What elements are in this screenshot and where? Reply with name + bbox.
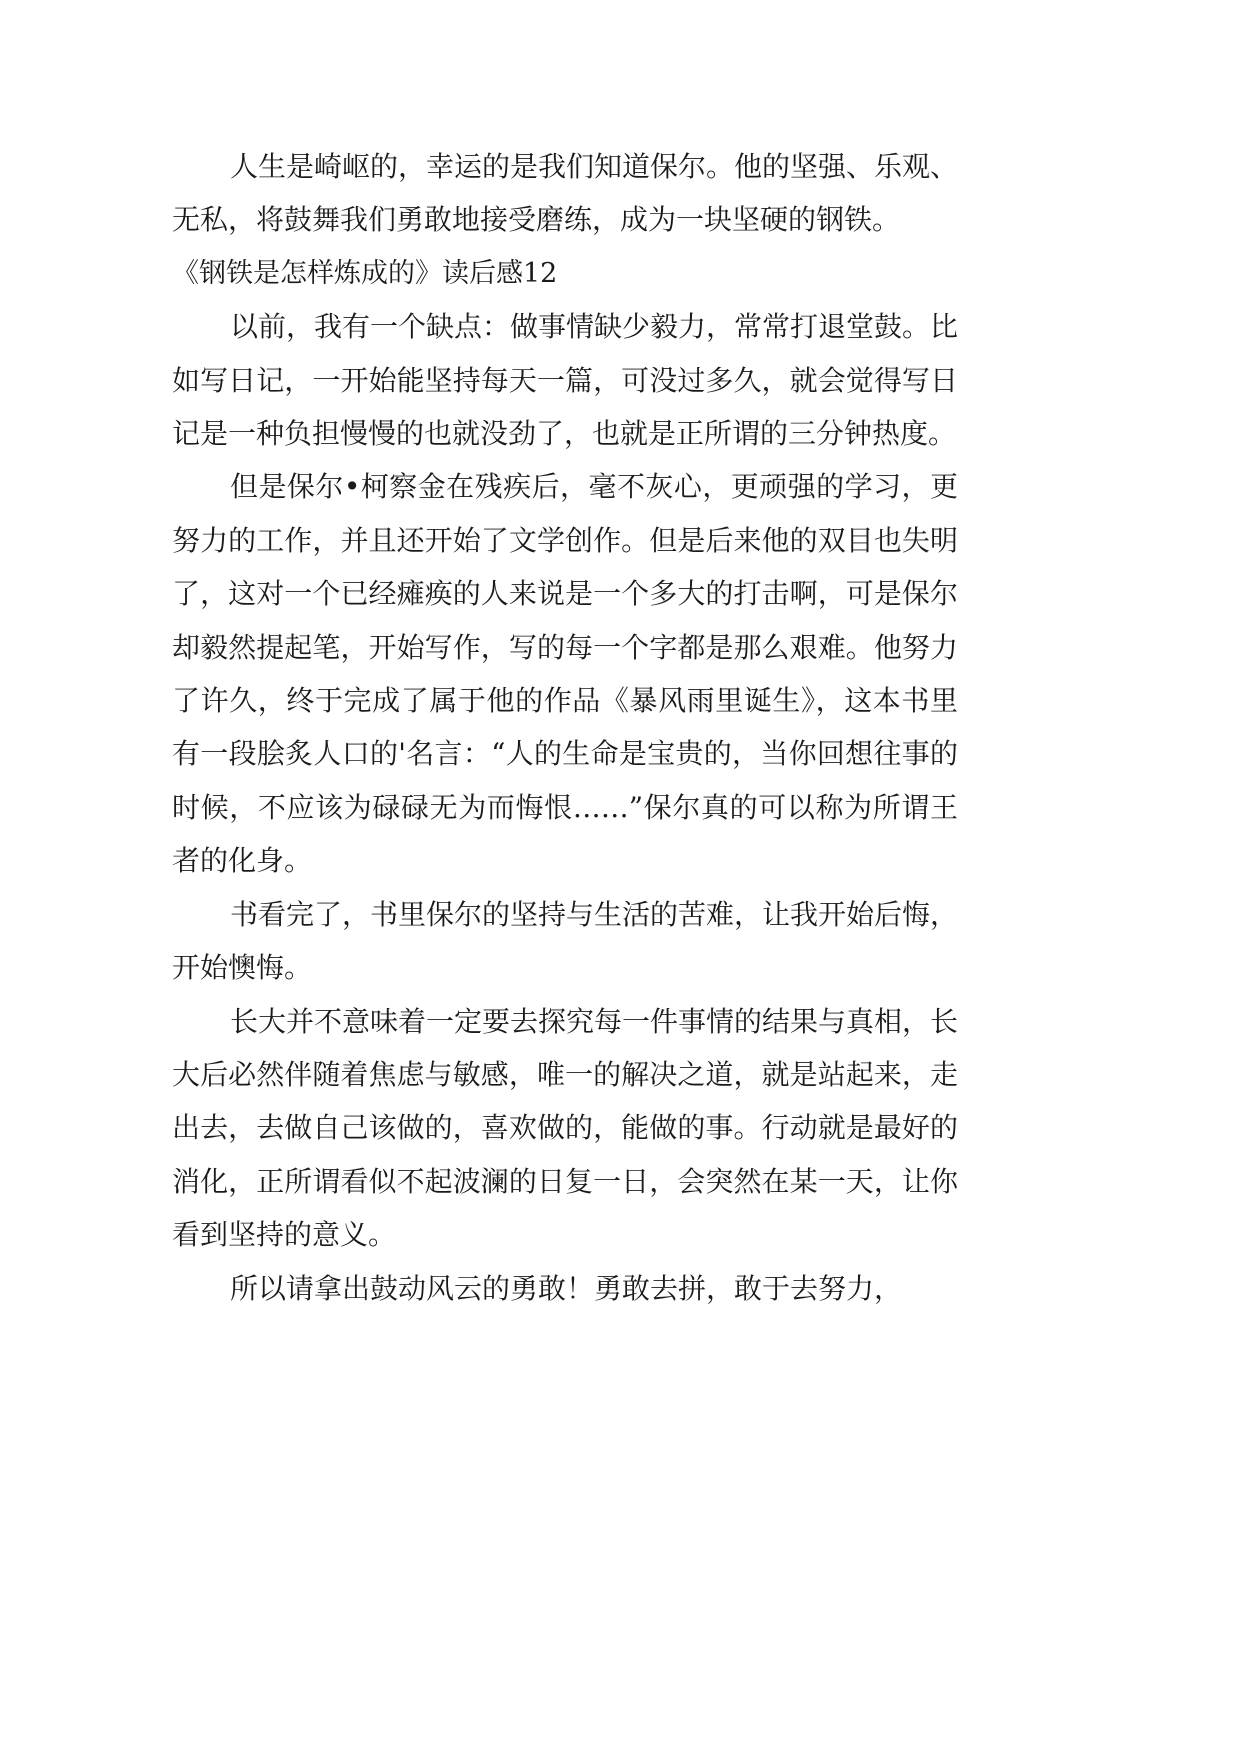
paragraph-courage: 所以请拿出鼓动风云的勇敢！勇敢去拼，敢于去努力， — [230, 1271, 903, 1305]
paragraph-regret: 书看完了，书里保尔的坚持与生活的苦难，让我开始后悔，开始懊悔。 — [172, 897, 959, 985]
paragraph-growing-up: 长大并不意味着一定要去探究每一件事情的结果与真相，长大后必然伴随着焦虑与敏感，唯一的解决之道，就是站起来，走出去，去做自己该做的，喜欢做的，能做的事。行动就是最好的消化，正所谓看似不起波澜的日复一日，会突然在某一天，让你看到坚持的意义。 — [172, 1004, 959, 1252]
paragraph-shortcoming: 以前，我有一个缺点：做事情缺少毅力，常常打退堂鼓。比如写日记，一开始能坚持每天一篇，可没过多久，就会觉得写日记是一种负担慢慢的也就没劲了，也就是正所谓的三分钟热度。 — [172, 310, 959, 451]
paragraph-conclusion: 人生是崎岖的，幸运的是我们知道保尔。他的坚强、乐观、无私，将鼓舞我们勇敢地接受磨练，成为一块坚硬的钢铁。 — [172, 150, 959, 237]
paragraph-pavel-story: 但是保尔•柯察金在残疾后，毫不灰心，更顽强的学习，更努力的工作，并且还开始了文学创作。但是后来他的双目也失明了，这对一个已经瘫痪的人来说是一个多大的打击啊，可是保尔却毅然提起笔，开始写作，写的每一个字都是那么艰难。他努力了许久，终于完成了属于他的作品《暴风雨里诞生》，这本书里有一段脍炙人口的'名言：“人的生命是宝贵的，当你回想往事的时候，不应该为碌碌无为而悔恨……”保尔真的可以称为所谓王者的化身。 — [172, 470, 958, 878]
document-body — [172, 140, 958, 1315]
section-heading: 《钢铁是怎样炼成的》读后感12 — [172, 257, 558, 289]
